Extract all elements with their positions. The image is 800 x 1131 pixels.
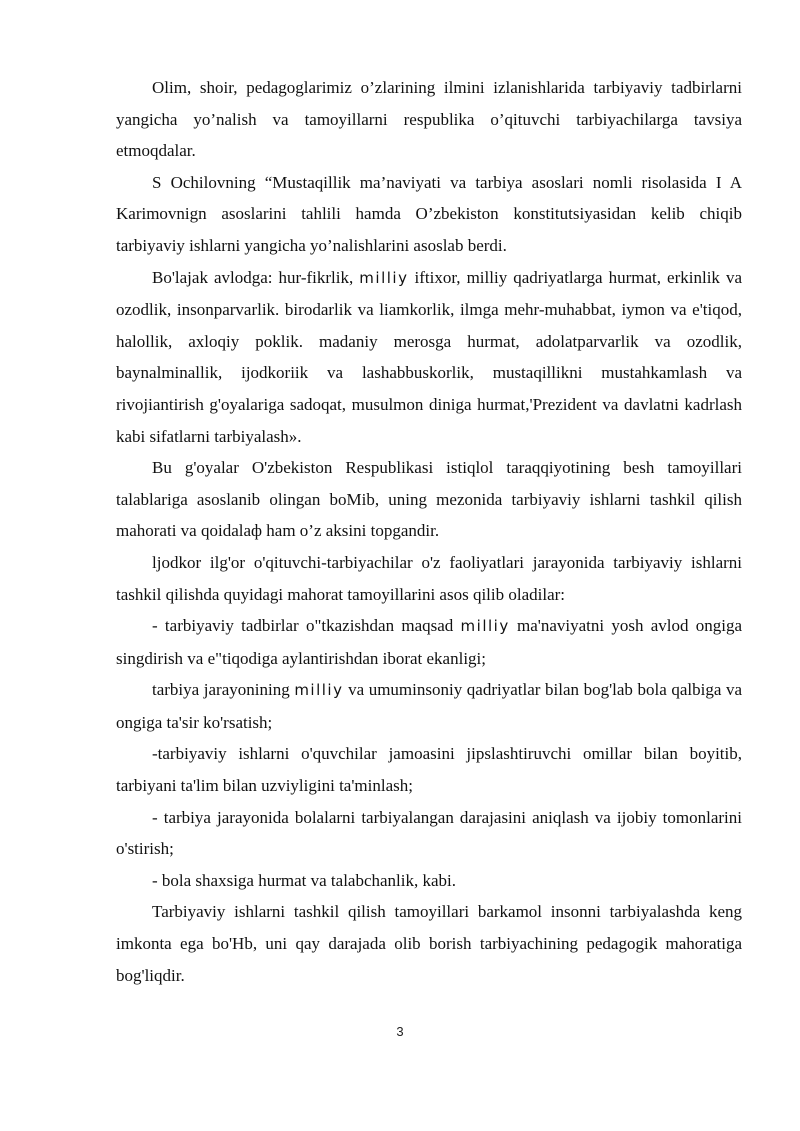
paragraph-6-spaced-word: milliy xyxy=(460,617,510,636)
paragraph-7-part-a: tarbiya jarayonining xyxy=(152,680,290,700)
paragraph-6-part-b: ma'naviyatni yosh avlod ongiga singdirish va e"tiqodiga aylantirishdan iborat ekanligi; xyxy=(116,616,743,668)
paragraph-6-part-a: - tarbiyaviy tadbirlar o"tkazishdan maqsad xyxy=(152,616,454,636)
paragraph-3-part-a: Bo'lajak avlodga: hur-fikrlik, xyxy=(152,267,354,287)
paragraph-7 xyxy=(116,674,742,738)
page-number: 3 xyxy=(396,1024,404,1039)
paragraph-8: -tarbiyaviy ishlarni o'quvchilar jamoasini jipslashtiruvchi omillar bilan boyitib, tarbiyani ta'lim bilan uzviyligini ta'minlash; xyxy=(116,744,742,796)
paragraph-5: ljodkor ilg'or o'qituvchi-tarbiyachilar o'z faoliyatlari jarayonida tarbiyaviy ishlarni tashkil qilishda quyidagi mahorat tamoyillarini asos qilib oladilar: xyxy=(116,552,742,604)
paragraph-7-part-b: va umuminsoniy qadriyatlar bilan bog'lab bola qalbiga va ongiga ta'sir ko'rsatish; xyxy=(116,680,743,732)
paragraph-9: - tarbiya jarayonida bolalarni tarbiyalangan darajasini aniqlash va ijobiy tomonlarini o'stirish; xyxy=(116,807,742,859)
paragraph-3-spaced-word: milliy xyxy=(359,268,409,287)
paragraph-1: Olim, shoir, pedagoglarimiz o’zlarining ilmini izlanishlarida tarbiyaviy tadbirlarni yangicha yo’nalish va tamoyillarni respublika o’qituvchi tarbiyachilarga tavsiya etmoqdalar. xyxy=(116,78,742,161)
paragraph-3-part-b: iftixor, milliy qadriyatlarga hurmat, erkinlik va ozodlik, insonparvarlik. birodarlik va liamkorlik, ilmga mehr-muhabbat, iymon va e'tiqod, halollik, axloqiy poklik. madaniy merosga hurmat, adolatparvarlik va ozodlik, baynalminallik, ijodkoriik va lashabbuskorlik, mustaqillikni mustahkamlash va rivojiantirish g'oyalariga sadoqat, musulmon diniga hurmat,'Prezident va davlatni kadrlash kabi sifatlarni tarbiyalash». xyxy=(116,267,743,446)
paragraph-7-spaced-word: milliy xyxy=(294,681,344,700)
paragraph-4: Bu g'oyalar O'zbekiston Respublikasi istiqlol taraqqiyotining besh tamoyillari talablariga asoslanib olingan boMib, uning mezonida tarbiyaviy ishlarni tashkil qilish mahorati va qoidalaф ham o’z aksini topgandir. xyxy=(116,458,742,541)
body-text xyxy=(116,72,742,991)
paragraph-2: S Ochilovning “Mustaqillik ma’naviyati va tarbiya asoslari nomli risolasida I A Karimovnign asoslarini tahlili hamda O’zbekiston konstitutsiyasidan kelib chiqib tarbiyaviy ishlarni yangicha yo’nalishlarini asoslab berdi. xyxy=(116,172,742,255)
paragraph-3 xyxy=(116,262,742,453)
paragraph-10: - bola shaxsiga hurmat va talabchanlik, kabi. xyxy=(152,870,457,890)
paragraph-11: Tarbiyaviy ishlarni tashkil qilish tamoyillari barkamol insonni tarbiyalashda keng imkonta ega bo'Hb, uni qay darajada olib borish tarbiyachining pedagogik mahoratiga bog'liqdir. xyxy=(116,902,742,985)
paragraph-6 xyxy=(116,610,742,674)
